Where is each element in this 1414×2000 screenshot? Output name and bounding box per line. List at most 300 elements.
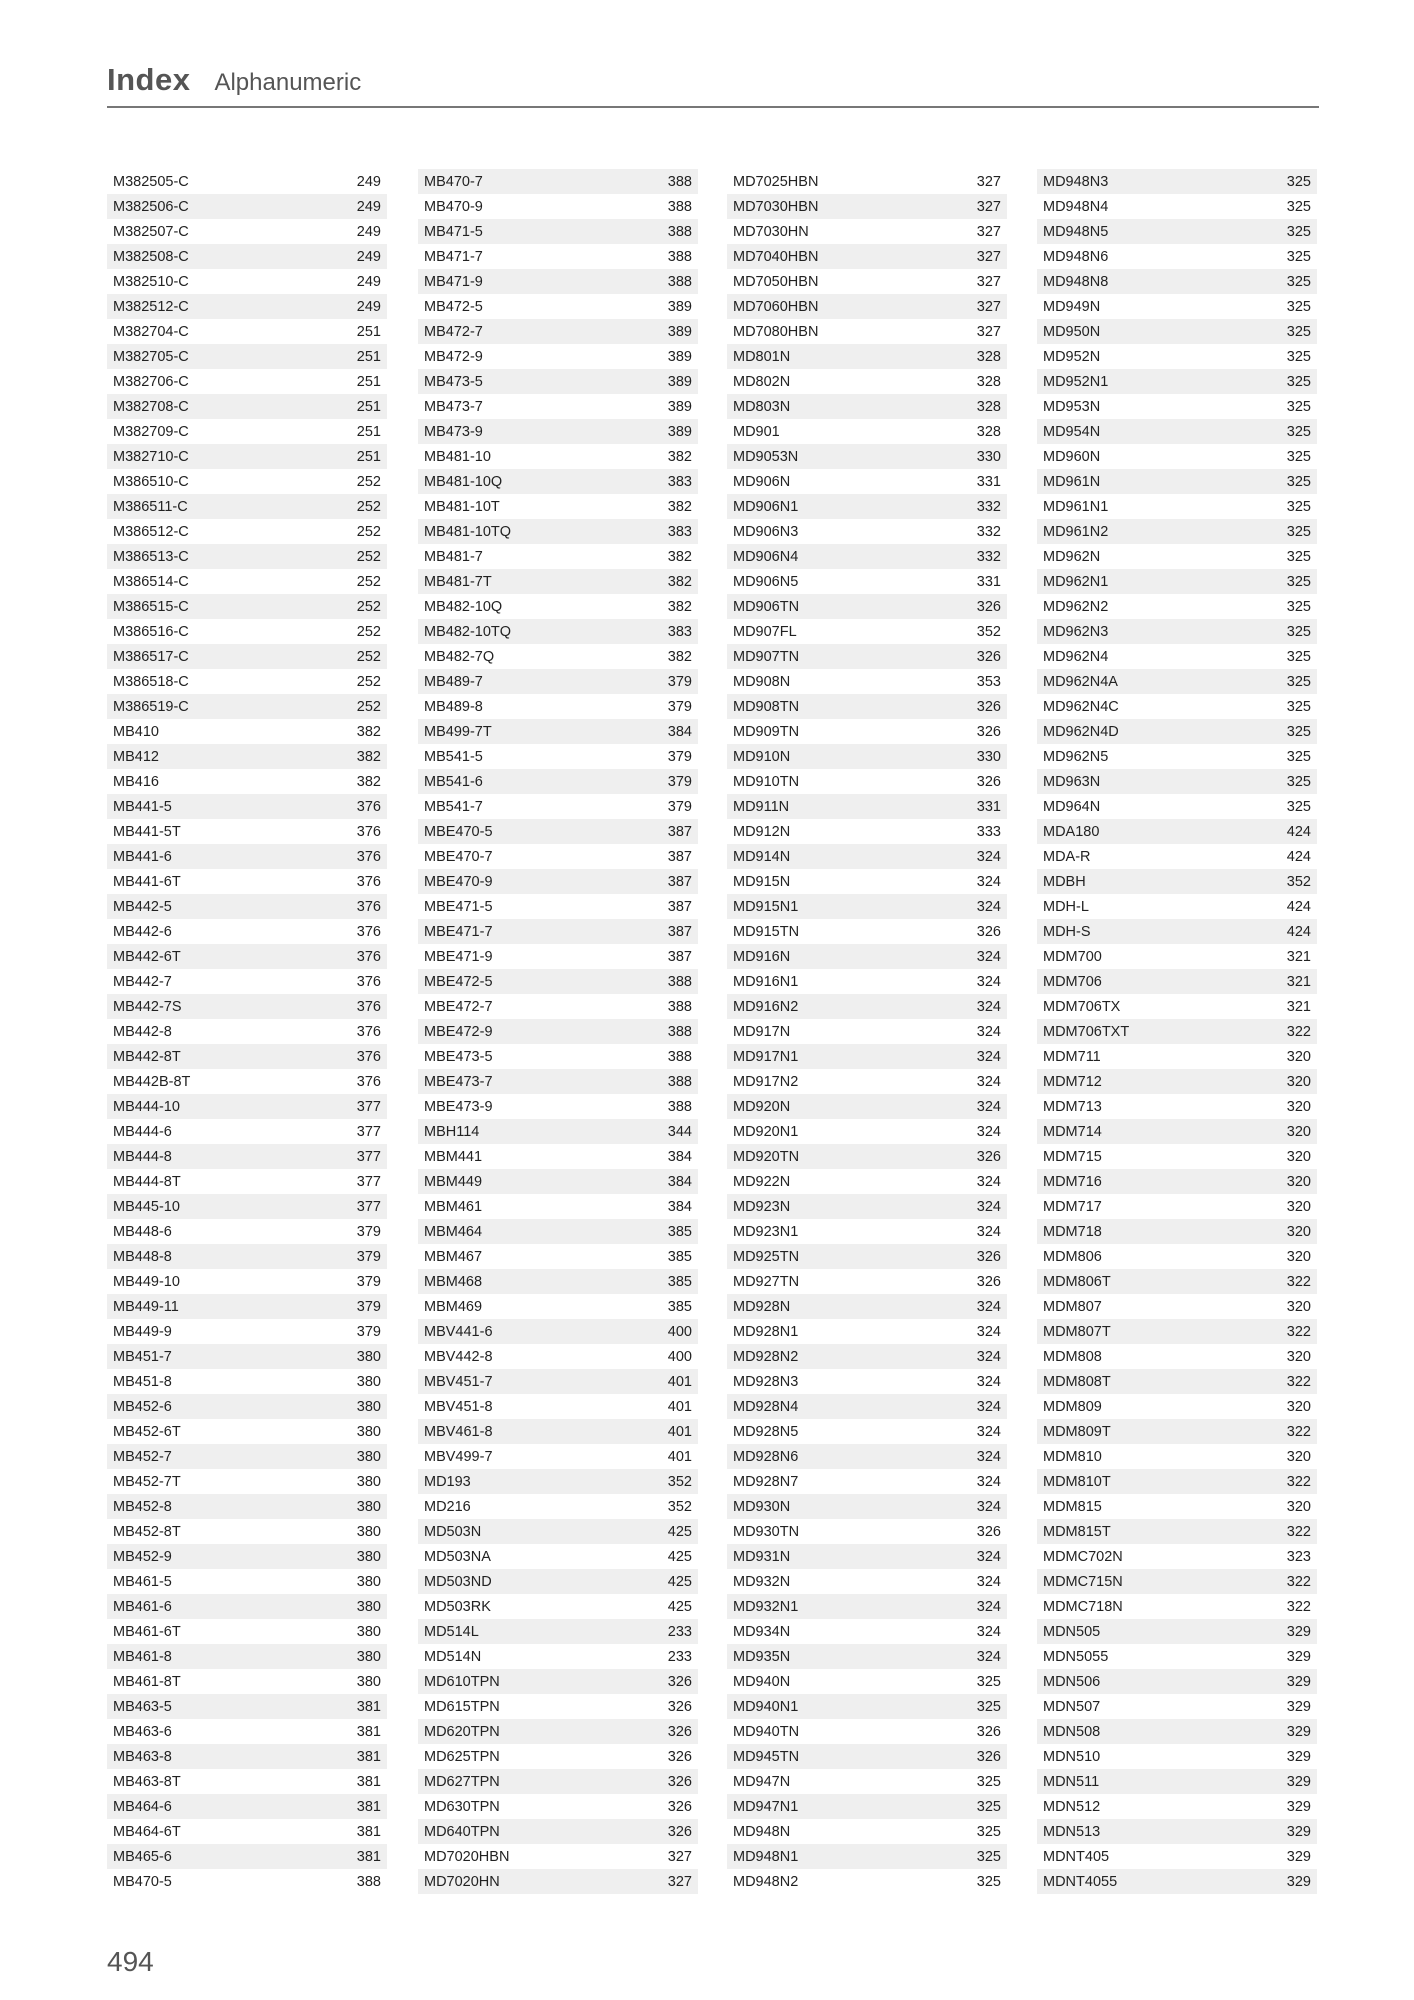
index-entry: [1037, 844, 1317, 869]
part-number: MD7020HN: [424, 1873, 500, 1890]
index-entry: [1037, 1619, 1317, 1644]
index-entry: [1037, 994, 1317, 1019]
page-reference: 320: [1286, 1123, 1311, 1140]
index-entry: [727, 1569, 1007, 1594]
page-reference: 251: [356, 373, 381, 390]
page-reference: 326: [976, 698, 1001, 715]
part-number: M386514-C: [113, 573, 189, 590]
index-entry: [727, 1169, 1007, 1194]
part-number: MB452-6T: [113, 1423, 181, 1440]
index-entry: [727, 794, 1007, 819]
page-reference: 328: [976, 423, 1001, 440]
page-reference: 380: [356, 1673, 381, 1690]
page-reference: 322: [1286, 1573, 1311, 1590]
page-reference: 252: [356, 673, 381, 690]
page-reference: 252: [356, 623, 381, 640]
index-entry: [727, 1619, 1007, 1644]
part-number: MDM714: [1043, 1123, 1102, 1140]
index-entry: [107, 519, 387, 544]
page-reference: 320: [1286, 1223, 1311, 1240]
page-reference: 322: [1286, 1023, 1311, 1040]
index-entry: [727, 1469, 1007, 1494]
part-number: MD962N1: [1043, 573, 1109, 590]
index-entry: [107, 1544, 387, 1569]
page-reference: 379: [356, 1248, 381, 1265]
part-number: M382709-C: [113, 423, 189, 440]
index-entry: [727, 944, 1007, 969]
page-reference: 324: [976, 848, 1001, 865]
part-number: MDN513: [1043, 1823, 1101, 1840]
part-number: MDBH: [1043, 873, 1086, 890]
index-entry: [727, 394, 1007, 419]
index-entry: [107, 1644, 387, 1669]
part-number: MB452-7: [113, 1448, 172, 1465]
part-number: MD954N: [1043, 423, 1101, 440]
part-number: MD906N5: [733, 573, 799, 590]
index-entry: [418, 1344, 698, 1369]
page-reference: 249: [356, 198, 381, 215]
part-number: MB452-6: [113, 1398, 172, 1415]
page-reference: 387: [667, 898, 692, 915]
index-entry: [107, 1594, 387, 1619]
page-reference: 388: [667, 223, 692, 240]
page-reference: 384: [667, 1173, 692, 1190]
part-number: MBM461: [424, 1198, 483, 1215]
index-entry: [1037, 594, 1317, 619]
part-number: MD923N1: [733, 1223, 799, 1240]
part-number: M386517-C: [113, 648, 189, 665]
part-number: MD934N: [733, 1623, 791, 1640]
part-number: MB452-9: [113, 1548, 172, 1565]
part-number: MD962N2: [1043, 598, 1109, 615]
page-reference: 320: [1286, 1348, 1311, 1365]
page-reference: 328: [976, 348, 1001, 365]
page-reference: 320: [1286, 1098, 1311, 1115]
page-reference: 327: [976, 173, 1001, 190]
page-reference: 324: [976, 973, 1001, 990]
page-reference: 324: [976, 1648, 1001, 1665]
page-reference: 377: [356, 1173, 381, 1190]
part-number: MBE470-9: [424, 873, 493, 890]
part-number: MB461-6T: [113, 1623, 181, 1640]
index-entry: [107, 1094, 387, 1119]
part-number: M386510-C: [113, 473, 189, 490]
page-reference: 251: [356, 398, 381, 415]
part-number: MD610TPN: [424, 1673, 500, 1690]
part-number: MB410: [113, 723, 159, 740]
page-reference: 322: [1286, 1373, 1311, 1390]
page-reference: 329: [1286, 1848, 1311, 1865]
part-number: MBE470-5: [424, 823, 493, 840]
part-number: MD7060HBN: [733, 298, 819, 315]
page-reference: 329: [1286, 1773, 1311, 1790]
page-reference: 320: [1286, 1248, 1311, 1265]
index-entry: [418, 319, 698, 344]
index-entry: [107, 569, 387, 594]
page-reference: 252: [356, 548, 381, 565]
part-number: MD503NA: [424, 1548, 491, 1565]
page-reference: 325: [1286, 173, 1311, 190]
part-number: MD928N6: [733, 1448, 799, 1465]
part-number: MBE473-5: [424, 1048, 493, 1065]
part-number: MDN506: [1043, 1673, 1101, 1690]
part-number: MD615TPN: [424, 1698, 500, 1715]
page-reference: 331: [976, 573, 1001, 590]
page-reference: 388: [667, 198, 692, 215]
index-entry: [418, 644, 698, 669]
part-number: MB449-10: [113, 1273, 180, 1290]
part-number: MDM712: [1043, 1073, 1102, 1090]
part-number: MD964N: [1043, 798, 1101, 815]
index-entry: [107, 1169, 387, 1194]
index-entry: [107, 1569, 387, 1594]
index-entry: [727, 1444, 1007, 1469]
part-number: MD908TN: [733, 698, 800, 715]
page-reference: 381: [356, 1773, 381, 1790]
part-number: M382708-C: [113, 398, 189, 415]
page-reference: 320: [1286, 1173, 1311, 1190]
index-entry: [727, 1244, 1007, 1269]
page-reference: 329: [1286, 1723, 1311, 1740]
index-entry: [107, 794, 387, 819]
index-entry: [107, 1119, 387, 1144]
page-reference: 381: [356, 1748, 381, 1765]
part-number: MD962N4D: [1043, 723, 1119, 740]
part-number: MB489-7: [424, 673, 483, 690]
part-number: MB444-8: [113, 1148, 172, 1165]
part-number: MD927TN: [733, 1273, 800, 1290]
page-reference: 352: [667, 1473, 692, 1490]
page-reference: 324: [976, 1448, 1001, 1465]
part-number: MB412: [113, 748, 159, 765]
index-entry: [727, 1594, 1007, 1619]
part-number: MD910N: [733, 748, 791, 765]
index-entry: [418, 619, 698, 644]
index-entry: [727, 319, 1007, 344]
index-entry: [418, 1569, 698, 1594]
index-entry: [107, 1719, 387, 1744]
index-entry: [1037, 644, 1317, 669]
index-entry: [727, 1194, 1007, 1219]
part-number: MBV499-7: [424, 1448, 493, 1465]
part-number: M386519-C: [113, 698, 189, 715]
index-entry: [1037, 1594, 1317, 1619]
index-entry: [727, 869, 1007, 894]
index-entry: [727, 1144, 1007, 1169]
page-reference: 329: [1286, 1673, 1311, 1690]
part-number: MD928N5: [733, 1423, 799, 1440]
part-number: MB481-10: [424, 448, 491, 465]
index-entry: [418, 1094, 698, 1119]
part-number: MD908N: [733, 673, 791, 690]
part-number: MB471-7: [424, 248, 483, 265]
page-reference: 329: [1286, 1623, 1311, 1640]
page-reference: 376: [356, 923, 381, 940]
page-reference: 389: [667, 398, 692, 415]
index-entry: [418, 444, 698, 469]
page-reference: 383: [667, 473, 692, 490]
page-reference: 326: [976, 1248, 1001, 1265]
index-entry: [107, 444, 387, 469]
page-reference: 324: [976, 1048, 1001, 1065]
page-reference: 424: [1286, 898, 1311, 915]
part-number: MD922N: [733, 1173, 791, 1190]
page-reference: 388: [667, 173, 692, 190]
index-entry: [107, 294, 387, 319]
part-number: MB452-7T: [113, 1473, 181, 1490]
part-number: MB444-10: [113, 1098, 180, 1115]
index-entry: [1037, 1569, 1317, 1594]
part-number: MB442-7S: [113, 998, 182, 1015]
page-reference: 326: [976, 723, 1001, 740]
part-number: MD901: [733, 423, 780, 440]
page-reference: 326: [976, 1273, 1001, 1290]
index-entry: [418, 819, 698, 844]
part-number: M382705-C: [113, 348, 189, 365]
part-number: MDM806: [1043, 1248, 1102, 1265]
index-entry: [1037, 1419, 1317, 1444]
index-entry: [107, 1744, 387, 1769]
page-reference: 425: [667, 1598, 692, 1615]
index-entry: [107, 1294, 387, 1319]
part-number: MB482-10TQ: [424, 623, 512, 640]
part-number: M386513-C: [113, 548, 189, 565]
index-entry: [418, 469, 698, 494]
part-number: MB461-8: [113, 1648, 172, 1665]
index-entry: [107, 1344, 387, 1369]
index-entry: [727, 669, 1007, 694]
index-entry: [1037, 1694, 1317, 1719]
page-reference: 401: [667, 1423, 692, 1440]
index-entry: [107, 419, 387, 444]
page-reference: 376: [356, 898, 381, 915]
part-number: MBE472-7: [424, 998, 493, 1015]
index-entry: [1037, 1144, 1317, 1169]
page-reference: 325: [1286, 523, 1311, 540]
page-reference: 249: [356, 273, 381, 290]
page-reference: 382: [667, 498, 692, 515]
part-number: MB472-9: [424, 348, 483, 365]
page-reference: 325: [976, 1773, 1001, 1790]
index-entry: [727, 1819, 1007, 1844]
part-number: MDN510: [1043, 1748, 1101, 1765]
index-entry: [1037, 494, 1317, 519]
page-reference: 252: [356, 473, 381, 490]
index-entry: [1037, 694, 1317, 719]
page-reference: 327: [667, 1873, 692, 1890]
part-number: MB452-8: [113, 1498, 172, 1515]
page-reference: 383: [667, 623, 692, 640]
part-number: MDM711: [1043, 1048, 1101, 1065]
page-reference: 325: [1286, 273, 1311, 290]
part-number: MD915TN: [733, 923, 800, 940]
page-reference: 325: [1286, 473, 1311, 490]
page-reference: 252: [356, 498, 381, 515]
index-entry: [1037, 1044, 1317, 1069]
page-reference: 379: [667, 748, 692, 765]
page-reference: 249: [356, 248, 381, 265]
page-reference: 329: [1286, 1748, 1311, 1765]
part-number: MB448-8: [113, 1248, 172, 1265]
part-number: MD7025HBN: [733, 173, 819, 190]
page-reference: 388: [356, 1873, 381, 1890]
index-entry: [418, 1694, 698, 1719]
index-entry: [727, 194, 1007, 219]
page-reference: 326: [667, 1673, 692, 1690]
index-entry: [418, 1444, 698, 1469]
index-entry: [418, 669, 698, 694]
part-number: MD961N: [1043, 473, 1101, 490]
index-entry: [418, 894, 698, 919]
part-number: MDA-R: [1043, 848, 1091, 865]
page-reference: 249: [356, 173, 381, 190]
page-reference: 385: [667, 1248, 692, 1265]
page-reference: 326: [667, 1748, 692, 1765]
part-number: MB470-5: [113, 1873, 172, 1890]
index-entry: [1037, 1294, 1317, 1319]
page-reference: 401: [667, 1448, 692, 1465]
page-reference: 388: [667, 1023, 692, 1040]
page-reference: 324: [976, 1573, 1001, 1590]
index-entry: [1037, 1644, 1317, 1669]
page-reference: 425: [667, 1548, 692, 1565]
page-reference: 377: [356, 1098, 381, 1115]
page-reference: 326: [667, 1723, 692, 1740]
index-entry: [418, 394, 698, 419]
page-reference: 325: [1286, 623, 1311, 640]
page-reference: 327: [667, 1848, 692, 1865]
page-reference: 353: [976, 673, 1001, 690]
page-reference: 325: [1286, 723, 1311, 740]
page-reference: 333: [976, 823, 1001, 840]
index-entry: [727, 969, 1007, 994]
page-reference: 327: [976, 223, 1001, 240]
part-number: MD9053N: [733, 448, 799, 465]
index-entry: [418, 1519, 698, 1544]
part-number: M386511-C: [113, 498, 188, 515]
page-reference: 325: [1286, 348, 1311, 365]
page-reference: 384: [667, 1198, 692, 1215]
page-reference: 325: [1286, 648, 1311, 665]
part-number: MD962N4A: [1043, 673, 1118, 690]
index-entry: [727, 1719, 1007, 1744]
index-entry: [418, 994, 698, 1019]
index-entry: [107, 1394, 387, 1419]
part-number: MB442-8T: [113, 1048, 181, 1065]
part-number: MD962N5: [1043, 748, 1109, 765]
index-entry: [418, 1769, 698, 1794]
index-column-2: [418, 169, 698, 1894]
part-number: MDM810T: [1043, 1473, 1111, 1490]
page-reference: 325: [1286, 248, 1311, 265]
part-number: MB463-6: [113, 1723, 172, 1740]
page-reference: 252: [356, 573, 381, 590]
part-number: MB449-11: [113, 1298, 179, 1315]
page-reference: 326: [667, 1698, 692, 1715]
part-number: MBM449: [424, 1173, 483, 1190]
part-number: MD917N2: [733, 1073, 799, 1090]
index-entry: [1037, 669, 1317, 694]
header-divider: [107, 106, 1319, 108]
index-entry: [418, 1819, 698, 1844]
index-entry: [1037, 719, 1317, 744]
part-number: MB489-8: [424, 698, 483, 715]
part-number: MBM441: [424, 1148, 483, 1165]
index-entry: [418, 844, 698, 869]
index-entry: [107, 869, 387, 894]
part-number: MDMC702N: [1043, 1548, 1123, 1565]
page-reference: 325: [976, 1673, 1001, 1690]
index-entry: [1037, 1544, 1317, 1569]
index-entry: [418, 944, 698, 969]
page-reference: 424: [1286, 923, 1311, 940]
index-entry: [418, 1319, 698, 1344]
page-reference: 324: [976, 1498, 1001, 1515]
index-entry: [1037, 1169, 1317, 1194]
page-reference: 379: [667, 773, 692, 790]
index-entry: [1037, 1819, 1317, 1844]
part-number: MD7040HBN: [733, 248, 819, 265]
page-reference: 385: [667, 1298, 692, 1315]
index-entry: [727, 1019, 1007, 1044]
page-reference: 329: [1286, 1873, 1311, 1890]
index-entry: [107, 594, 387, 619]
index-entry: [107, 644, 387, 669]
page-reference: 377: [356, 1148, 381, 1165]
index-entry: [727, 269, 1007, 294]
part-number: MDH-L: [1043, 898, 1089, 915]
part-number: MD948N3: [1043, 173, 1109, 190]
page-reference: 382: [667, 648, 692, 665]
page-reference: 325: [1286, 673, 1311, 690]
index-entry: [107, 1369, 387, 1394]
page-reference: 385: [667, 1223, 692, 1240]
page-reference: 376: [356, 998, 381, 1015]
page-reference: 320: [1286, 1073, 1311, 1090]
index-entry: [107, 1144, 387, 1169]
index-entry: [107, 719, 387, 744]
index-entry: [1037, 1794, 1317, 1819]
page-reference: 389: [667, 298, 692, 315]
index-entry: [1037, 769, 1317, 794]
part-number: MD953N: [1043, 398, 1101, 415]
part-number: MD930TN: [733, 1523, 800, 1540]
index-entry: [107, 394, 387, 419]
page-reference: 324: [976, 1348, 1001, 1365]
page-reference: 326: [667, 1773, 692, 1790]
part-number: MD907TN: [733, 648, 800, 665]
page-reference: 320: [1286, 1198, 1311, 1215]
index-entry: [1037, 744, 1317, 769]
page-reference: 376: [356, 1073, 381, 1090]
part-number: MD948N1: [733, 1848, 799, 1865]
index-entry: [727, 1269, 1007, 1294]
index-entry: [1037, 1069, 1317, 1094]
index-entry: [727, 1869, 1007, 1894]
page-reference: 325: [1286, 773, 1311, 790]
index-entry: [1037, 1494, 1317, 1519]
index-entry: [1037, 269, 1317, 294]
part-number: MDN511: [1043, 1773, 1100, 1790]
part-number: MDM718: [1043, 1223, 1102, 1240]
part-number: MBE472-9: [424, 1023, 493, 1040]
index-entry: [107, 1044, 387, 1069]
part-number: MB481-7: [424, 548, 483, 565]
page-reference: 382: [667, 548, 692, 565]
page-number: 494: [107, 1946, 154, 1977]
part-number: MD503RK: [424, 1598, 491, 1615]
part-number: MD952N1: [1043, 373, 1109, 390]
